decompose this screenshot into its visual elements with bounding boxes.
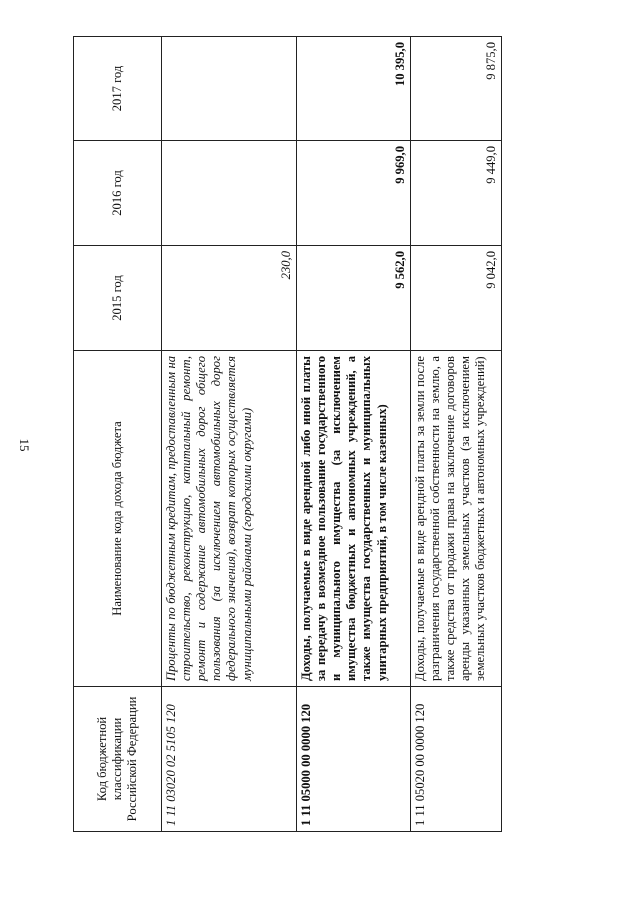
budget-revenue-table xyxy=(73,36,502,832)
row-code: 1 11 03020 02 5105 120 xyxy=(162,687,297,832)
row-name: Проценты по бюджетным кредитам, предоставленным на строительство, реконструкцию, капитальный ремонт, ремонт и содержание автомобильных дорог общего пользования (за исключением автомобильных дорог федерального значения), возврат которых осуществляется муниципальными районами (городскими округами) xyxy=(162,351,297,687)
row-value-2015: 9 042,0 xyxy=(411,246,502,351)
row-code: 1 11 05020 00 0000 120 xyxy=(411,687,502,832)
row-value-2016 xyxy=(162,141,297,246)
header-2015: 2015 год xyxy=(74,246,162,351)
table-header-row xyxy=(74,37,162,832)
row-name: Доходы, получаемые в виде арендной либо иной платы за передачу в возмездное пользование государственного и муниципального имущества (за исключением имущества бюджетных и автономных учреждений, а также имущества государственных и муниципальных унитарных предприятий, в том числе казенных) xyxy=(297,351,411,687)
table-row xyxy=(411,37,502,832)
row-value-2015: 9 562,0 xyxy=(297,246,411,351)
header-2017: 2017 год xyxy=(74,37,162,141)
rotated-table-container xyxy=(73,37,501,832)
row-value-2017: 10 395,0 xyxy=(297,37,411,141)
table-row xyxy=(297,37,411,832)
row-value-2015: 230,0 xyxy=(162,246,297,351)
header-2016: 2016 год xyxy=(74,141,162,246)
header-code: Код бюджетной классификации Российской Федерации xyxy=(74,687,162,832)
row-value-2017 xyxy=(162,37,297,141)
page-number: 15 xyxy=(17,438,32,452)
row-value-2016: 9 969,0 xyxy=(297,141,411,246)
header-name: Наименование кода дохода бюджета xyxy=(74,351,162,687)
row-value-2017: 9 875,0 xyxy=(411,37,502,141)
table-row xyxy=(162,37,297,832)
row-value-2016: 9 449,0 xyxy=(411,141,502,246)
row-name: Доходы, получаемые в виде арендной платы за земли после разграничения государственной собственности на землю, а также средства от продажи права на заключение договоров аренды указанных земельных участков (за исключением земельных участков бюджетных и автономных учреждений) xyxy=(411,351,502,687)
row-code: 1 11 05000 00 0000 120 xyxy=(297,687,411,832)
